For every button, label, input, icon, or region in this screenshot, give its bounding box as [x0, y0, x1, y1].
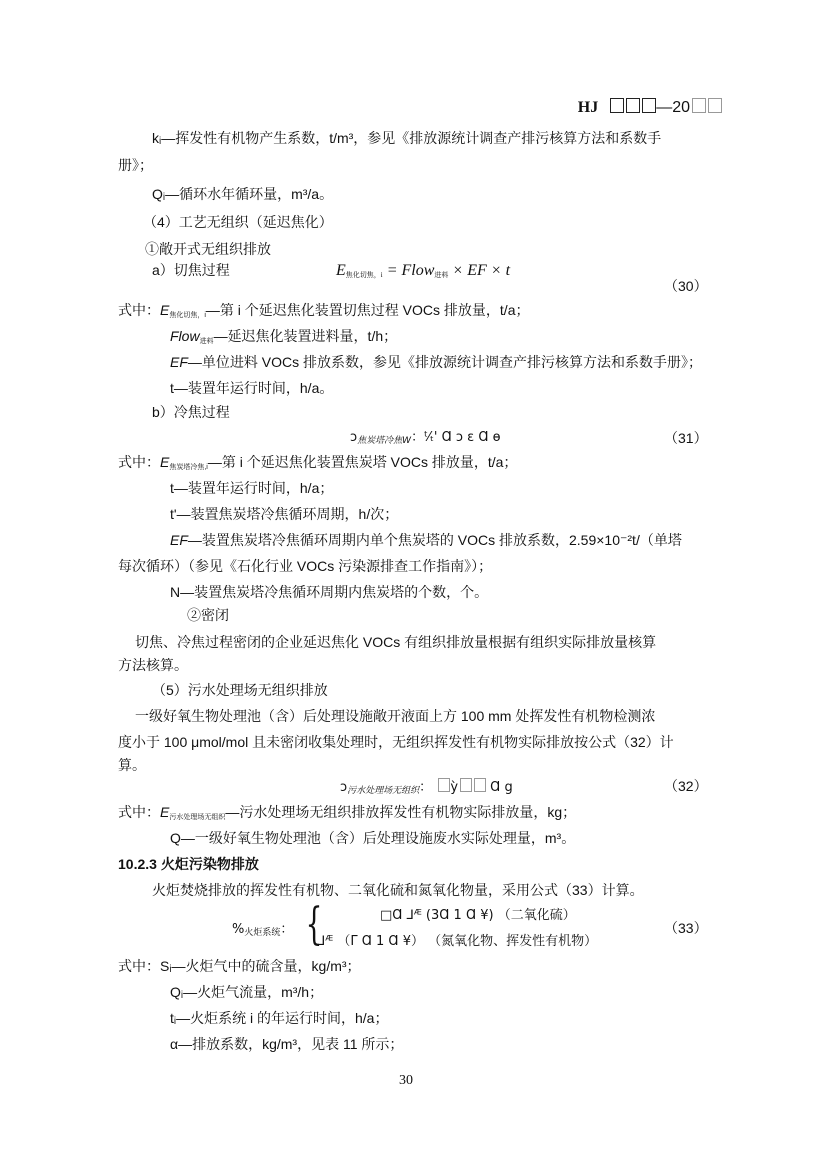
eq32-colon: ：: [419, 780, 433, 795]
ef-definition: [170, 352, 702, 372]
section-10-2-3-title: 10.2.3 火炬污染物排放: [118, 856, 259, 872]
equation-30: [336, 262, 510, 280]
t31-definition: t—装置年运行时间，h/a；: [170, 480, 334, 496]
var-ef: EF: [170, 354, 188, 370]
eq33-lhs-sub: 火炬系统: [244, 928, 281, 938]
where-label: 式中：: [118, 959, 160, 975]
eq33-lhs: %: [232, 922, 245, 937]
var-e: E: [160, 454, 170, 470]
closed-paragraph-cont: 方法核算。: [118, 658, 188, 674]
where-31: [118, 452, 517, 478]
where-30: [118, 300, 529, 326]
equation-30-number: （30）: [664, 278, 708, 294]
section-4-subtitle-open: ①敞开式无组织排放: [145, 242, 271, 258]
equation-31: [350, 426, 501, 446]
equation-32-number: （32）: [664, 778, 708, 794]
flare-intro: 火炬焚烧排放的挥发性有机物、二氧化硫和氮氧化物量，采用公式（33）计算。: [152, 882, 644, 898]
q32-definition: Q—一级好氧生物处理池（含）后处理设施废水实际处理量，m³。: [170, 830, 576, 846]
tprime-definition: t'—装置焦炭塔冷焦循环周期，h/次；: [170, 506, 399, 522]
eq30-rest: × EF × t: [448, 262, 511, 279]
where-32: [118, 802, 576, 828]
eq30-flow: = Flow: [382, 262, 435, 279]
eq30-lhs: E: [336, 262, 346, 279]
eq32-lhs-sub: 污水处理场无组织: [347, 786, 420, 796]
var-e-sub: 焦炭塔冷焦,i: [169, 464, 208, 471]
closed-paragraph: 切焦、冷焦过程密闭的企业延迟焦化 VOCs 有组织排放量根据有组织实际排放量核算: [135, 634, 657, 650]
standard-prefix: HJ: [577, 99, 599, 116]
where-label: 式中：: [118, 303, 160, 319]
eq31-rhs: ：ᵗ⁄ₜ' Ɑ ɔ ɛ Ɑ ɵ: [411, 430, 501, 445]
var-ef-desc: —单位进料 VOCs 排放系数，参见《排放源统计调查产排污核算方法和系数手册》；: [187, 354, 703, 370]
t33-definition: tᵢ—火炬系统 i 的年运行时间，h/a；: [170, 1010, 389, 1026]
page-number: 30: [399, 1073, 413, 1088]
var-e-sub: 焦化切焦，i: [169, 312, 206, 319]
placeholder-box: [610, 98, 624, 113]
placeholder-box: [642, 98, 656, 113]
section-4-title: （4）工艺无组织（延迟焦化）: [143, 214, 333, 230]
eq30-lhs-sub: 焦化切焦，i: [345, 271, 383, 279]
q33-definition: Qᵢ—火炬气流量，m³/h；: [170, 984, 324, 1000]
standard-year: —20: [656, 99, 690, 116]
var-e-desc: —第 i 个延迟焦化装置焦炭塔 VOCs 排放量，t/a；: [207, 454, 518, 470]
placeholder-box: [460, 778, 472, 792]
section-5-paragraph-cont: 度小于 100 μmol/mol 且未密闭收集处理时，无组织挥发性有机物实际排放按公式（32）计: [118, 734, 674, 750]
var-e: E: [160, 302, 170, 318]
ef31-definition: [170, 530, 682, 550]
var-ef: EF: [170, 532, 188, 548]
equation-33-row-2: ⅃ᴭ （Γ Ɑ 1 Ɑ ¥） （氮氧化物、挥发性有机物）: [318, 934, 598, 949]
section-4a-title: a）切焦过程: [152, 262, 230, 278]
flow-definition: [170, 326, 397, 352]
ki-definition: kᵢ—挥发性有机物产生系数，t/m³，参见《排放源统计调查产排污核算方法和系数手: [152, 130, 662, 146]
equation-33-lhs: [232, 918, 293, 938]
eq31-lhs: ɔ: [350, 430, 358, 445]
section-4-subtitle-closed: ②密闭: [187, 608, 229, 624]
piecewise-brace: {: [305, 899, 323, 950]
placeholder-box: [438, 778, 450, 792]
section-5-paragraph: 一级好氧生物处理池（含）后处理设施敞开液面上方 100 mm 处挥发性有机物检测浓: [135, 708, 656, 724]
equation-33-number: （33）: [664, 920, 708, 936]
eq30-flow-sub: 进料: [434, 271, 449, 279]
equation-32: ɔ$_{污水处理场无组织}$： ỳ Ɑ g: [340, 780, 513, 796]
n-definition: N—装置焦炭塔冷焦循环周期内焦炭塔的个数，个。: [170, 584, 489, 600]
var-e-desc: —污水处理场无组织排放挥发性有机物实际排放量，kg；: [225, 804, 577, 820]
ef31-definition-cont: 每次循环）（参见《石化行业 VOCs 污染源排查工作指南》）；: [118, 558, 493, 574]
var-flow-sub: 进料: [199, 338, 214, 345]
var-ef-desc: —装置焦炭塔冷焦循环周期内单个焦炭塔的 VOCs 排放系数，2.59×10⁻²t/（单塔: [187, 532, 682, 548]
qi-definition: Qᵢ—循环水年循环量，m³/a。: [152, 186, 334, 202]
placeholder-box: [474, 778, 486, 792]
standard-header: [578, 98, 722, 117]
placeholder-box: [626, 98, 640, 113]
eq33-colon: ：: [280, 922, 294, 937]
var-flow: Flow: [170, 328, 200, 344]
var-s-desc: Sᵢ—火炬气中的硫含量，kg/m³；: [160, 958, 361, 974]
equation-31-number: （31）: [664, 430, 708, 446]
t-definition: t—装置年运行时间，h/a。: [170, 380, 334, 396]
where-33: [118, 956, 361, 977]
where-label: 式中：: [118, 455, 160, 471]
eq32-rhs: Ɑ g: [490, 780, 513, 795]
eq31-lhs-sub: 焦炭塔冷焦W: [357, 436, 412, 446]
alpha-definition: α—排放系数，kg/m³，见表 11 所示；: [170, 1036, 404, 1052]
placeholder-box: [692, 98, 706, 113]
ki-definition-cont: 册》；: [118, 158, 153, 174]
section-5-title: （5）污水处理场无组织排放: [152, 682, 328, 698]
var-e: E: [160, 804, 170, 820]
var-e-desc: —第 i 个延迟焦化装置切焦过程 VOCs 排放量，t/a；: [205, 302, 530, 318]
eq32-lhs: ɔ: [340, 780, 348, 795]
var-flow-desc: —延迟焦化装置进料量，t/h；: [213, 328, 398, 344]
var-e-sub: 污水处理场无组织: [169, 814, 226, 821]
section-5-paragraph-end: 算。: [118, 758, 146, 774]
section-4b-title: b）冷焦过程: [152, 404, 230, 420]
where-label: 式中：: [118, 805, 160, 821]
placeholder-box: [708, 98, 722, 113]
equation-33-row-1: □Ɑ ⅃ᴭ (3Ɑ 1 Ɑ ¥) （二氧化硫）: [380, 908, 576, 923]
